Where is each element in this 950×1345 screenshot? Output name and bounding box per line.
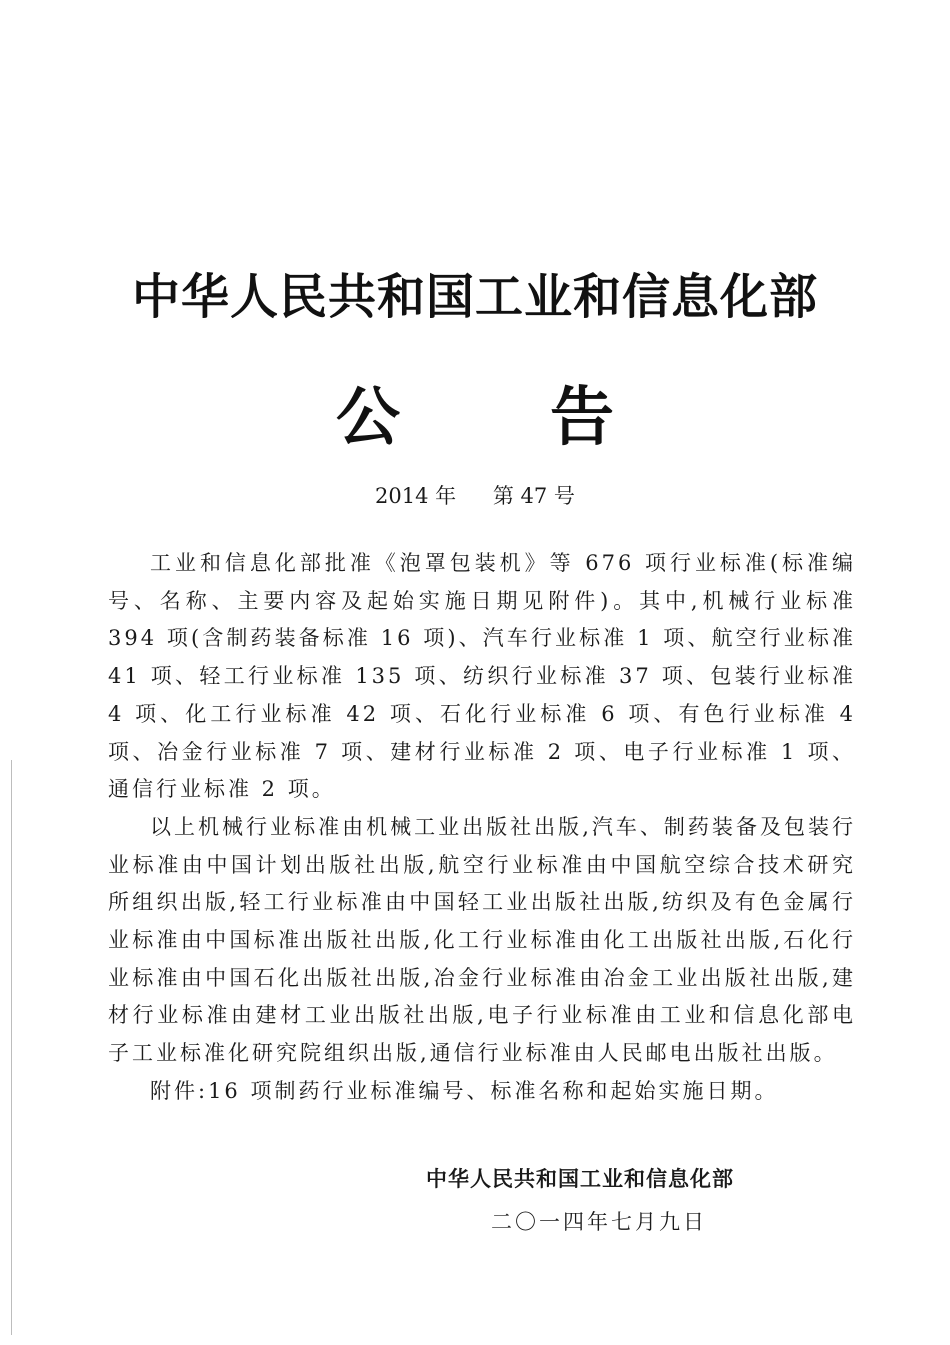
announcement-number: 第 47 号	[492, 484, 575, 508]
issuer-heading: 中华人民共和国工业和信息化部	[131, 269, 818, 325]
body-paragraph-publishers: 以上机械行业标准由机械工业出版社出版,汽车、制药装备及包装行业标准由中国计划出版社出版,航空行业标准由中国航空综合技术研究所组织出版,轻工行业标准由中国轻工业出版社出版,纺织及有色金属行业标准由中国标准出版社出版,化工行业标准由化工出版社出版,石化行业标准由中国石化出版社出版,冶金行业标准由冶金工业出版社出版,建材行业标准由建材工业出版社出版,电子行业标准由工业和信息化部电子工业标准化研究院组织出版,通信行业标准由人民邮电出版社出版。	[108, 814, 856, 1066]
scan-edge-line	[11, 760, 12, 1335]
document-number	[0, 480, 950, 510]
body-paragraph-attachment: 附件:16 项制药行业标准编号、标准名称和起始实施日期。	[150, 1078, 779, 1103]
announcement-body	[108, 545, 856, 1111]
signature-date: 二〇一四年七月九日	[491, 1210, 707, 1234]
body-paragraph-approval: 工业和信息化部批准《泡罩包装机》等 676 项行业标准(标准编号、名称、主要内容及起始实施日期见附件)。其中,机械行业标准 394 项(含制药装备标准 16 项)、汽车行业标准 1 项、航空行业标准 41 项、轻工行业标准 135 项、纺织行业标准 37 项、包装行业标准 4 项、化工行业标准 42 项、石化行业标准 6 项、有色行业标准 4 项、冶金行业标准 7 项、建材行业标准 2 项、电子行业标准 1 项、通信行业标准 2 项。	[108, 551, 856, 802]
document-year: 2014 年	[375, 484, 457, 508]
signature-org: 中华人民共和国工业和信息化部	[426, 1167, 734, 1191]
document-title: 公告	[336, 381, 764, 455]
